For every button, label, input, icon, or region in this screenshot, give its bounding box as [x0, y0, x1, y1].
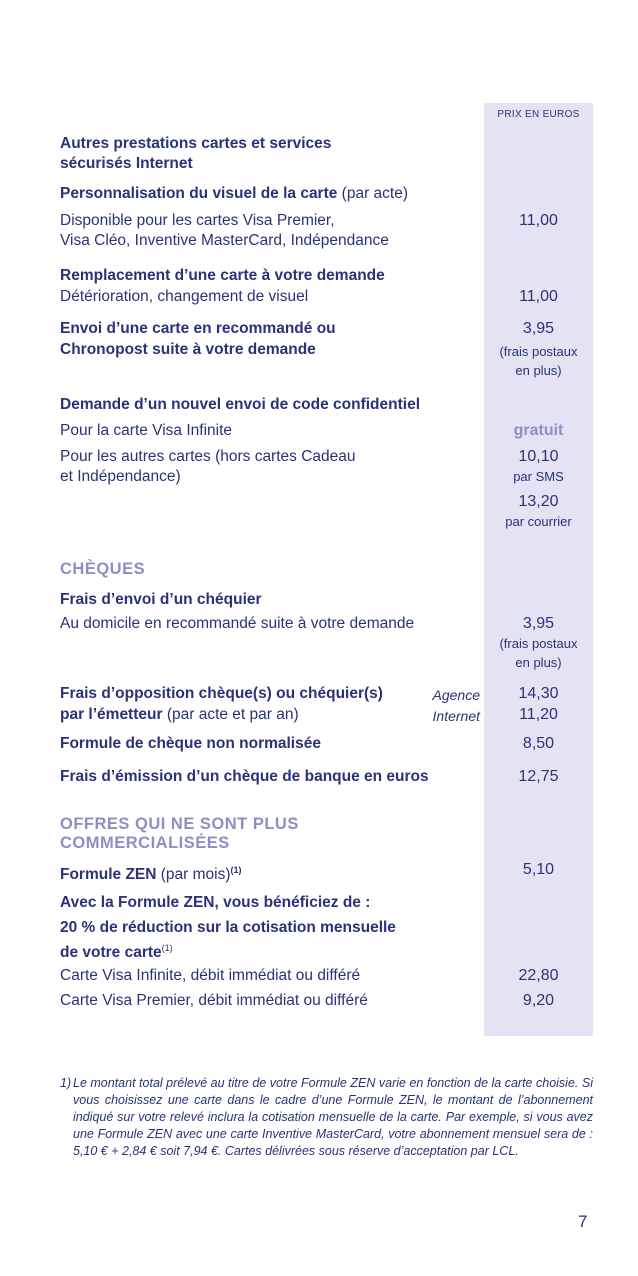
remplacement-detail: Détérioration, changement de visuel	[60, 288, 309, 305]
footnote-number: 1)	[60, 1076, 72, 1090]
opposition-agence-price: 14,30	[518, 685, 559, 702]
opposition-line-1: Frais d’opposition chèque(s) ou chéquier(s)	[60, 685, 383, 702]
code-infinite-label: Pour la carte Visa Infinite	[60, 422, 233, 439]
footnote	[60, 1075, 593, 1160]
opposition-line-2	[60, 705, 299, 725]
remplacement-price: 11,00	[519, 288, 558, 305]
envoi-carte-line-1: Envoi d’une carte en recommandé ou	[60, 320, 336, 337]
non-normalisee-price: 8,50	[522, 735, 555, 752]
section-title-line-2: sécurisés Internet	[60, 155, 193, 172]
cheques-section-title: CHÈQUES	[60, 560, 146, 578]
code-sms-price: 10,10	[518, 448, 559, 465]
opposition-internet-price: 11,20	[519, 706, 558, 723]
personnalisation-price: 11,00	[519, 212, 558, 229]
envoi-carte-line-2: Chronopost suite à votre demande	[60, 341, 316, 358]
formule-zen-sup: (1)	[230, 865, 242, 875]
personnalisation-rest: (par acte)	[337, 185, 409, 202]
non-normalisee-label: Formule de chèque non normalisée	[60, 735, 321, 752]
page-number: 7	[578, 1212, 588, 1231]
remplacement-label: Remplacement d’une carte à votre demande	[60, 267, 385, 284]
personnalisation-label	[60, 184, 408, 204]
cheque-banque-label: Frais d’émission d’un chèque de banque en euros	[60, 768, 429, 785]
personnalisation-bold: Personnalisation du visuel de la carte	[60, 185, 338, 202]
envoi-chequier-note-2: en plus)	[515, 655, 562, 670]
canal-agence-label: Agence	[432, 687, 480, 703]
envoi-chequier-label: Frais d’envoi d’un chéquier	[60, 591, 262, 608]
section-title-line-1: Autres prestations cartes et services	[60, 135, 332, 152]
envoi-carte-note-1: (frais postaux	[499, 344, 578, 359]
reduction-sup: (1)	[161, 943, 173, 953]
envoi-chequier-note-1: (frais postaux	[499, 636, 578, 651]
code-courrier-price: 13,20	[518, 493, 559, 510]
cheque-banque-price: 12,75	[518, 768, 559, 785]
visa-premier-label: Carte Visa Premier, débit immédiat ou différé	[60, 992, 368, 1009]
opposition-bold: par l’émetteur	[60, 706, 163, 723]
personnalisation-detail-1: Disponible pour les cartes Visa Premier,	[60, 212, 335, 229]
reduction-bold: de votre carte	[60, 944, 162, 962]
formule-zen-rest: (par mois)	[156, 866, 231, 884]
formule-zen-label	[60, 860, 242, 885]
code-courrier-note: par courrier	[505, 514, 572, 529]
offres-section-title-2: COMMERCIALISÉES	[60, 834, 230, 852]
reduction-line-1: 20 % de réduction sur la cotisation mensuelle	[60, 919, 396, 936]
code-confidentiel-label: Demande d’un nouvel envoi de code confidentiel	[60, 396, 420, 413]
visa-premier-price: 9,20	[522, 992, 555, 1009]
offres-section-title-1: OFFRES QUI NE SONT PLUS	[60, 815, 299, 833]
code-autres-line-1: Pour les autres cartes (hors cartes Cadeau	[60, 448, 356, 465]
code-sms-note: par SMS	[513, 469, 564, 484]
envoi-chequier-detail: Au domicile en recommandé suite à votre demande	[60, 615, 415, 632]
code-autres-line-2: et Indépendance)	[60, 468, 181, 485]
price-column-background	[484, 103, 593, 1036]
footnote-text: Le montant total prélevé au titre de votre Formule ZEN varie en fonction de la carte choisie. Si vous choisissez une carte dans le cadre d’une Formule ZEN, le montant de l’abonnement indiqué sur votre relevé inclura la cotisation mensuelle de la carte. Par exemple, si vous avez une Formule ZEN avec une carte Inventive MasterCard, votre abonnement mensuel sera de : 5,10 € + 2,84 € soit 7,94 €. Cartes délivrées sous réserve d’acceptation par LCL.	[73, 1076, 593, 1158]
formule-zen-price: 5,10	[522, 861, 555, 878]
avantage-label: Avec la Formule ZEN, vous bénéficiez de :	[60, 894, 371, 911]
envoi-carte-price: 3,95	[522, 320, 555, 337]
reduction-line-2	[60, 938, 173, 963]
canal-internet-label: Internet	[432, 708, 480, 724]
visa-infinite-label: Carte Visa Infinite, débit immédiat ou différé	[60, 967, 361, 984]
opposition-rest: (par acte et par an)	[162, 706, 299, 723]
envoi-chequier-price: 3,95	[522, 615, 555, 632]
visa-infinite-price: 22,80	[518, 967, 559, 984]
price-column-header: PRIX EN EUROS	[497, 109, 580, 120]
formule-zen-bold: Formule ZEN	[60, 866, 157, 884]
envoi-carte-note-2: en plus)	[515, 363, 562, 378]
code-infinite-price: gratuit	[513, 422, 564, 439]
personnalisation-detail-2: Visa Cléo, Inventive MasterCard, Indépendance	[60, 232, 389, 249]
